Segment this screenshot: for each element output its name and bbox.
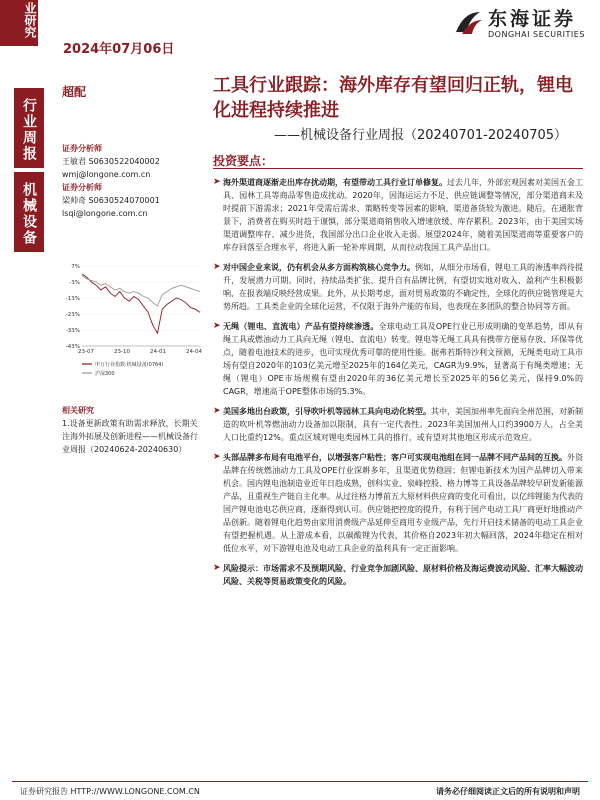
company-logo-mark-icon <box>452 6 484 38</box>
point-item <box>213 562 583 588</box>
header-corner-block <box>0 0 38 46</box>
point-text: 全球电动工具及OPE行业已形成明确的变革趋势，即从有绳工具或燃油动力工具向无绳（锂电、直流电）转变。锂电等无绳工具具有携带方便易存放、环保等优点，随着电池技术的进步，也可实现优秀可靠的使用性能。据弗若斯特沙利文预测，无绳类电动工具市场有望自2020年的103亿美元增至2025年的164亿美元，CAGR为9.9%，显著高于有绳类增速；无绳（锂电）OPE市场规模有望由2020年的36亿美元增长至2025年的56亿美元，保持9.0%的CAGR，增速高于OPE整体市场的5.3%。 <box>223 322 583 396</box>
analyst-email[interactable]: lsqi@longone.com.cn <box>62 209 148 218</box>
chart-y-tick-label: -3% <box>69 280 80 286</box>
bullet-icon: ➤ <box>213 563 221 573</box>
chart-x-tick-label: 24-01 <box>150 349 166 355</box>
point-text: 外资品牌在传统燃油动力工具及OPE行业深耕多年，且渠道优势稳固；但锂电新技术为国产品牌切入带来机会。国内锂电池制造业近年日趋成熟，创科实业、泉峰控股、格力博等工具设备品牌较早研发新能源产品，且重视生产链自主化率。从过往格力博前五大原材料供应商的变化可看出，以亿纬锂能为代表的国产锂电池电芯供应商，逐渐得到认可。供应链把控度的提升，有利于国产电动工具厂商更好地推动产品创新。随着锂电化趋势由家用消费级产品延伸至商用专业级产品，先行开启技术储备的电动工具企业有望把握机遇。从上游成本看，以碳酸锂为代表，其价格自2023年初大幅回落，2024年稳定在相对低位水平，对下游锂电池及电动工具企业的盈利具有一定正面影响。 <box>223 453 583 553</box>
company-logo-cn: 东海证券 <box>488 8 577 30</box>
chart-series-line-2 <box>82 276 200 306</box>
related-research-item[interactable]: 1.设备更新政策有助需求释放，长期关注海外拓展及创新进程——机械设备行业周报（20240624-20240630） <box>62 419 198 454</box>
analyst-2 <box>62 181 202 220</box>
chart-x-tick-label: 24-04 <box>186 349 202 355</box>
point-lead: 海外渠道商逐渐走出库存扰动期，有望带动工具行业订单修复。 <box>223 178 447 187</box>
analyst-name: 王敏君 S0630522040002 <box>62 157 160 166</box>
point-item <box>213 405 583 444</box>
investment-points-divider <box>213 168 583 169</box>
report-subtitle: ——机械设备行业周报（20240701-20240705） <box>274 128 568 143</box>
chart-y-tick-label: 7% <box>71 264 80 270</box>
point-lead: 风险提示：市场需求不及预期风险、行业竞争加剧风险、原材料价格及海运费波动风险、汇率大幅波动风险、关税等贸易政策变化的风险。 <box>223 564 583 586</box>
sidebar-tag-report-type-label: 行业周报 <box>21 98 37 162</box>
analyst-email[interactable]: wmj@longone.com.cn <box>62 170 151 179</box>
point-text: 例如，从细分市场看，锂电工具的渗透率尚待提升，发展潜力可期。同时，持续品类扩张、提升自有品牌比例，有望切实地对收入、盈利产生积极影响，在报表端反映经营成果。此外，从长期考虑，面对贸易政策的不确定性，全球化的供应链管理是大势所趋。工具类企业的全球化运营，不仅限于海外产能的布局，也表现在多团队的整合协同等方面。 <box>223 263 583 311</box>
point-lead: 美国多地出台政策，引导吹叶机等园林工具向电动化转型。 <box>223 407 431 416</box>
point-item <box>213 451 583 555</box>
chart-y-tick-label: -33% <box>65 328 80 334</box>
bullet-icon: ➤ <box>213 321 221 331</box>
analyst-list <box>62 140 202 220</box>
sidebar-tag-industry-label: 机械设备 <box>21 182 37 246</box>
analyst-label: 证券分析师 <box>62 144 102 153</box>
company-logo <box>448 4 588 48</box>
investment-points-title: 投资要点： <box>213 154 274 168</box>
sidebar-tag-report-type <box>14 88 44 168</box>
chart-y-tick-label: -13% <box>65 296 80 302</box>
bullet-icon: ➤ <box>213 262 221 272</box>
point-text: 其中，美国加州率先面向全州范围，对新制造的吹叶机等燃油动力设备加以限制，具有一定代表性。2023年美国加州人口约3900万人，占全美人口比重约12%。重点区域对锂电类园林工具的推行，或有望对其他地区形成示范效应。 <box>223 407 583 442</box>
point-text: 过去几年，外部宏观因素对美国五金工具、园林工具等商品零售造成扰动。2020年，因海运运力不足、供应链调整等情况，部分渠道商未及时提前下游需求；2021年受需后需求、策略转变等因素的影响，渠道备货较为激进。随后，在通胀背景下，消费者在购买时趋于谨慎，部分渠道商销售收入增速放缓、库存累积。2023年，由于美国实场渠道调整库存、减少进货，我国部分出口企业收入走弱。展望2024年，随着美国渠道商等重要客户的库存回落至合理水平，将进入新一轮补库周期，从而拉动我国工具产品出口。 <box>223 178 583 252</box>
analyst-name: 梁帅奇 S0630524070001 <box>62 196 160 205</box>
header-corner-label: 业研究 <box>23 2 37 38</box>
company-logo-en: DONGHAI SECURITIES <box>488 30 585 39</box>
chart-y-tick-label: -23% <box>65 312 80 318</box>
footer-website[interactable]: 证券研究报告 HTTP://WWW.LONGONE.COM.CN <box>20 787 200 796</box>
footer-disclaimer: 请务必仔细阅读正文后的所有说明和声明 <box>436 787 580 796</box>
sidebar-tag-industry <box>14 172 44 252</box>
chart-x-tick-label: 23-10 <box>114 349 130 355</box>
performance-chart <box>60 260 205 390</box>
analyst-1 <box>62 142 202 181</box>
related-research-title: 相关研究 <box>62 406 94 415</box>
chart-legend-label: 申万行业指数:机械设备(0764) <box>95 362 164 368</box>
industry-rating: 超配 <box>62 85 87 99</box>
bullet-icon: ➤ <box>213 177 221 187</box>
point-item <box>213 261 583 313</box>
point-item <box>213 176 583 254</box>
bullet-icon: ➤ <box>213 452 221 462</box>
chart-y-tick-label: -43% <box>65 344 80 350</box>
footer-divider <box>12 781 588 782</box>
bullet-icon: ➤ <box>213 406 221 416</box>
point-lead: 对中国企业来说，仍有机会从多方面构筑核心竞争力。 <box>223 263 415 272</box>
point-lead: 头部品牌多布局有电池平台，以增强客户粘性；客户可实现电池组在同一品牌不同产品间的互换。 <box>223 453 567 462</box>
chart-legend-label: 沪深300 <box>95 371 115 377</box>
analyst-label: 证券分析师 <box>62 183 102 192</box>
chart-x-tick-label: 23-07 <box>78 349 94 355</box>
chart-series-line-1 <box>82 274 200 333</box>
report-date: 2024年07月06日 <box>63 42 175 57</box>
point-lead: 无绳（锂电、直流电）产品有望持续渗透。 <box>223 322 379 331</box>
related-research <box>62 404 202 456</box>
point-item <box>213 320 583 398</box>
investment-points-list <box>213 176 583 595</box>
report-title: 工具行业跟踪：海外库存有望回归正轨，锂电化进程持续推进 <box>213 75 573 121</box>
